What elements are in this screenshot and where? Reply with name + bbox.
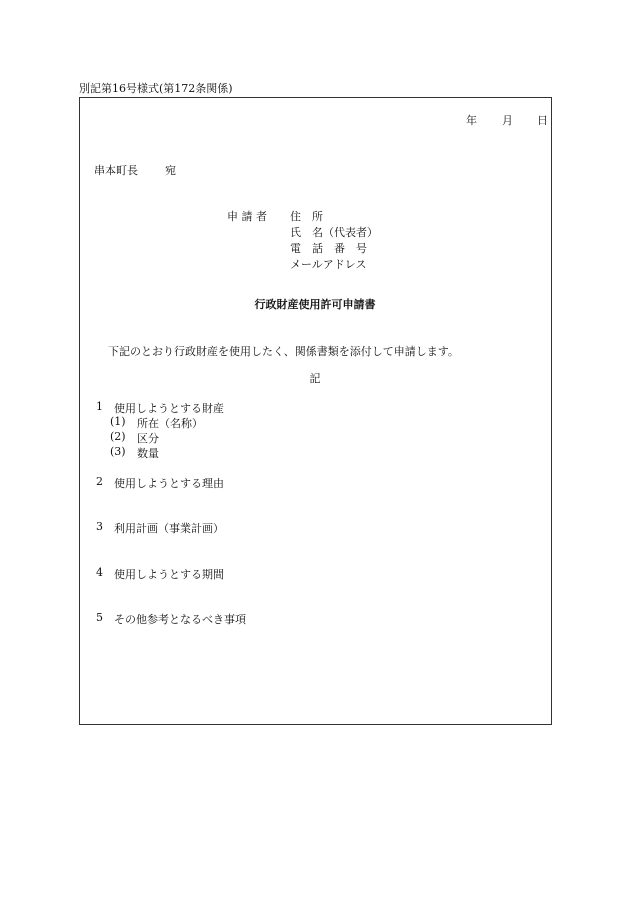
applicant-heading: 申 請 者 <box>227 210 267 223</box>
applicant-name-label: 氏 名（代表者） <box>290 226 378 239</box>
item-4-label: 使用しようとする期間 <box>114 568 224 581</box>
document-title: 行政財産使用許可申請書 <box>254 298 376 311</box>
subitem-2-label: 区分 <box>137 432 159 445</box>
item-5-number: 5 <box>96 611 103 624</box>
item-1-label: 使用しようとする財産 <box>114 402 224 415</box>
date-year-label: 年 <box>466 114 477 127</box>
addressee-name: 串本町長 <box>94 164 138 177</box>
item-3-number: 3 <box>96 520 103 533</box>
subitem-3-label: 数量 <box>137 447 159 460</box>
item-3-label: 利用計画（事業計画） <box>114 522 224 535</box>
date-day-label: 日 <box>537 114 548 127</box>
subitem-3-number: (3) <box>110 445 126 458</box>
subitem-1-label: 所在（名称） <box>137 417 203 430</box>
applicant-phone-label: 電 話 番 号 <box>290 242 367 255</box>
item-4-number: 4 <box>96 566 103 579</box>
date-month-label: 月 <box>502 114 513 127</box>
item-1-number: 1 <box>96 400 103 413</box>
item-2-number: 2 <box>96 475 103 488</box>
ki-label: 記 <box>309 372 321 385</box>
subitem-2-number: (2) <box>110 430 126 443</box>
item-5-label: その他参考となるべき事項 <box>114 613 246 626</box>
applicant-address-label: 住 所 <box>290 210 323 223</box>
body-text: 下記のとおり行政財産を使用したく、関係書類を添付して申請します。 <box>108 345 459 358</box>
subitem-1-number: (1) <box>110 415 126 428</box>
form-number-label: 別記第16号様式(第172条関係) <box>79 82 233 95</box>
applicant-email-label: メールアドレス <box>290 258 367 271</box>
addressee-suffix: 宛 <box>165 164 176 177</box>
item-2-label: 使用しようとする理由 <box>114 477 224 490</box>
